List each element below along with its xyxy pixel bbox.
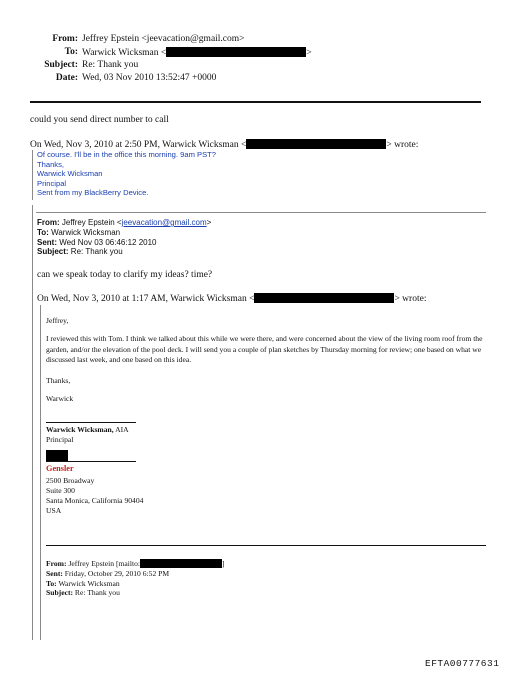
message-divider xyxy=(36,212,486,213)
quote1-intro: On Wed, Nov 3, 2010 at 2:50 PM, Warwick Wicksman < > wrote: xyxy=(30,140,419,150)
msg2-intro: On Wed, Nov 3, 2010 at 1:17 AM, Warwick Wicksman < > wrote: xyxy=(37,294,427,304)
redaction-bar xyxy=(246,139,386,149)
to-value: Warwick Wicksman < > xyxy=(82,48,312,58)
msg3-header: From: Jeffrey Epstein [mailto: ] Sent: Friday, October 29, 2010 6:52 PM To: Warwick Wicksman Subject: Re: Thank you xyxy=(46,559,225,598)
subject-value: Re: Thank you xyxy=(82,60,139,70)
quote-bar xyxy=(32,205,33,640)
from-value: Jeffrey Epstein <jeevacation@gmail.com> xyxy=(82,34,245,44)
redaction-bar xyxy=(140,559,222,568)
email-link[interactable]: jeevacation@gmail.com xyxy=(121,218,207,227)
quote-bar xyxy=(40,305,41,640)
to-label: To: xyxy=(64,47,78,57)
bates-number: EFTA00777631 xyxy=(425,658,500,669)
quote1-body: Of course. I'll be in the office this morning. 9am PST? Thanks, Warwick Wicksman Principal Sent from my BlackBerry Device. xyxy=(37,150,217,197)
signature-rule xyxy=(46,422,136,423)
reply-paragraph: I reviewed this with Tom. I think we talked about this while we were there, and were concerned about the view of the living room roof from the garden, and/or the elevation of the pool deck. I will send you a couple of plan sketches by Thursday morning for review; one based on what we discussed last week, and one based on this idea. xyxy=(46,334,483,365)
date-label: Date: xyxy=(55,73,78,83)
date-value: Wed, 03 Nov 2010 13:52:47 +0000 xyxy=(82,73,217,83)
company-address: 2500 Broadway Suite 300 Santa Monica, California 90404 USA xyxy=(46,476,144,515)
body-line: could you send direct number to call xyxy=(30,115,169,125)
header-divider xyxy=(30,101,481,103)
signature-name: Warwick Wicksman, AIA xyxy=(46,425,129,434)
redaction-bar xyxy=(166,47,306,57)
reply-greeting: Jeffrey, xyxy=(46,316,69,325)
signature-rule xyxy=(46,461,136,462)
company-name: Gensler xyxy=(46,464,74,473)
redaction-bar xyxy=(254,293,394,303)
reply-thanks: Thanks, xyxy=(46,376,71,385)
reply-sign: Warwick xyxy=(46,394,74,403)
subject-label: Subject: xyxy=(44,60,78,70)
signature-title: Principal xyxy=(46,435,74,444)
msg2-body: can we speak today to clarify my ideas? time? xyxy=(37,270,213,280)
quote-bar xyxy=(32,150,33,200)
message-divider xyxy=(46,545,486,546)
from-label: From: xyxy=(52,34,78,44)
msg2-header: From: Jeffrey Epstein <jeevacation@gmail.com> To: Warwick Wicksman Sent: Wed Nov 03 06:46:12 2010 Subject: Re: Thank you xyxy=(37,218,212,257)
